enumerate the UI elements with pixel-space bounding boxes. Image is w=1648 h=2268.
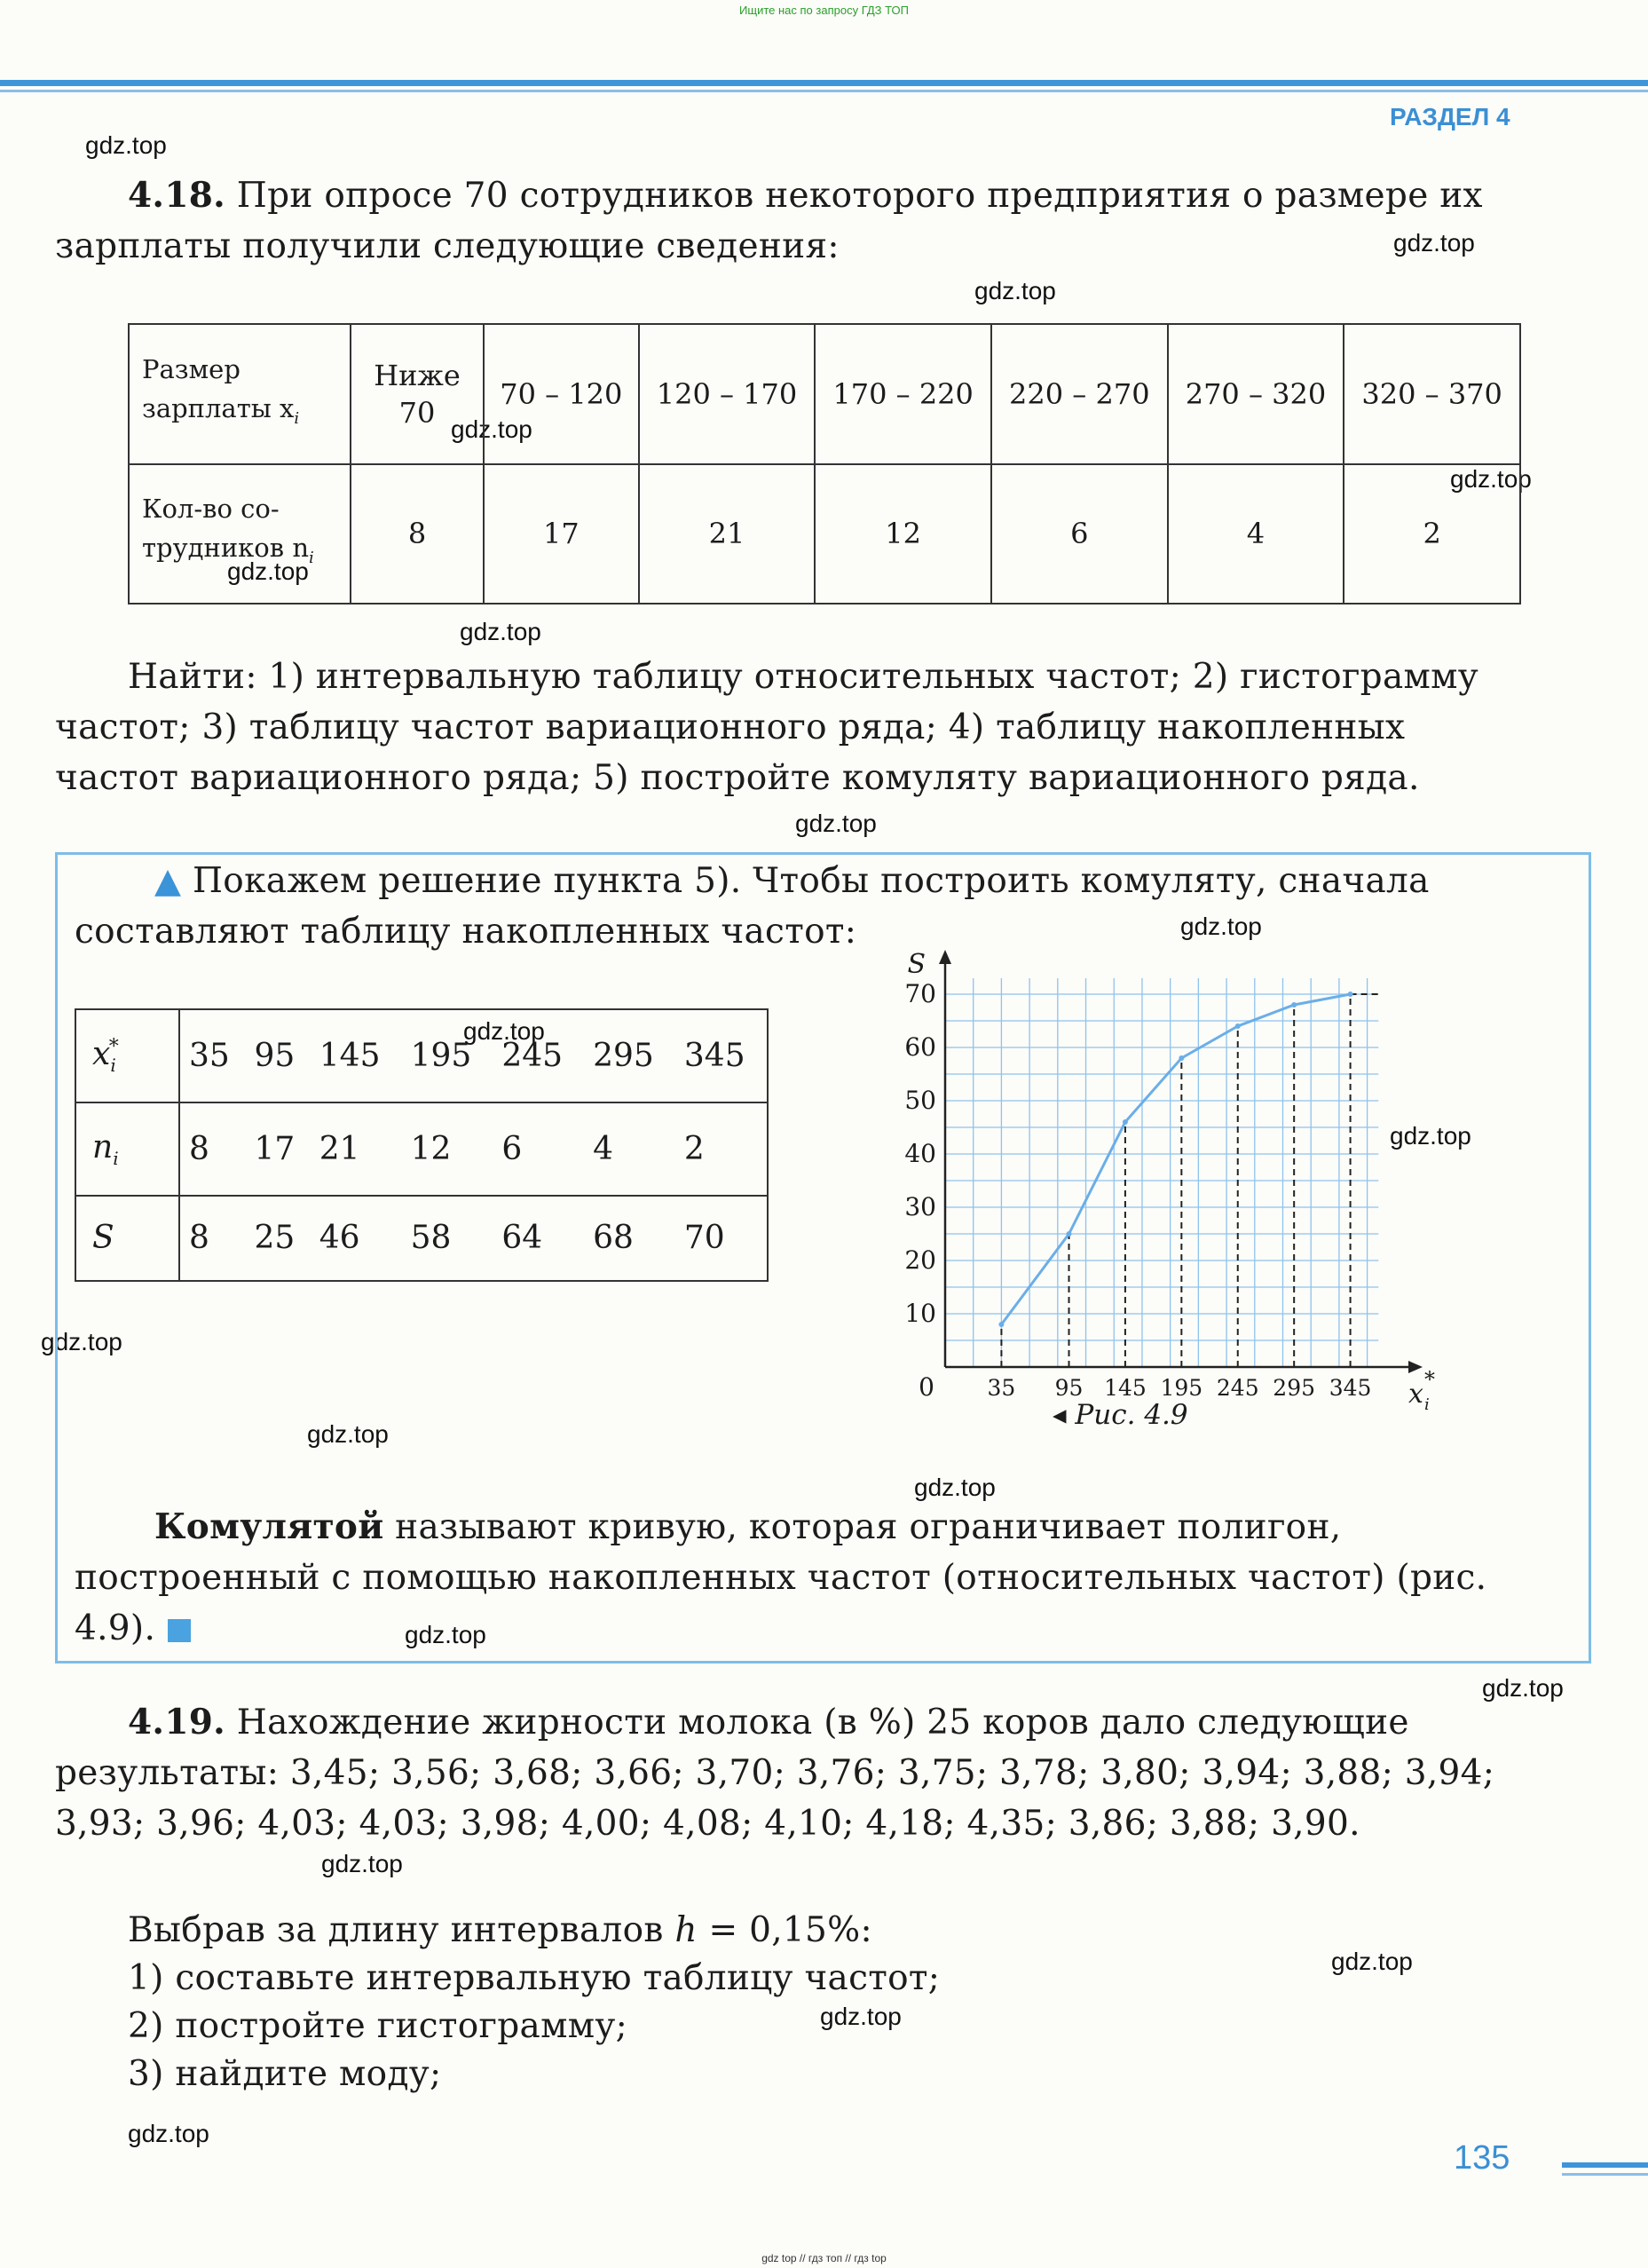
- table-cell: 145: [311, 1009, 402, 1102]
- problem-number: 4.18.: [128, 175, 226, 216]
- table-cell: 2: [1344, 464, 1520, 605]
- salary-table: [128, 323, 1521, 605]
- table-cell: 320 – 370: [1344, 324, 1520, 464]
- table-row: [75, 1009, 768, 1102]
- problem-number: 4.19.: [128, 1702, 226, 1742]
- table-cell: Ниже 70: [351, 324, 484, 464]
- watermark: gdz.top: [1180, 913, 1262, 940]
- problem-418-text: [55, 170, 1519, 272]
- watermark: gdz.top: [128, 2120, 209, 2147]
- table-cell: 70 – 120: [484, 324, 639, 464]
- table-cell: 270 – 320: [1168, 324, 1344, 464]
- table-row-label: Кол-во со- трудников $n_i$: [129, 464, 351, 605]
- x-axis-label-sub: i: [1424, 1395, 1430, 1414]
- table-cell: 220 – 270: [991, 324, 1168, 464]
- definition-text: Комулятой называют кривую, которая ограничивает полигон, построенный с помощью накопленных частот (относительных частот) (рис. 4.9).: [75, 1506, 1487, 1648]
- table-row-label: Размер зарплаты $x_i$: [129, 324, 351, 464]
- table-cell: 21: [311, 1102, 402, 1196]
- y-tick-label: 70: [904, 979, 936, 1008]
- table-cell: 25: [246, 1196, 311, 1281]
- table-row: [75, 1102, 768, 1196]
- data-point: [1123, 1119, 1128, 1125]
- table-cell: 95: [246, 1009, 311, 1102]
- header-stripe: [0, 80, 1648, 86]
- y-tick-label: 40: [904, 1139, 936, 1168]
- table-cell: 6: [493, 1102, 584, 1196]
- table-cell: 17: [246, 1102, 311, 1196]
- table-cell: 195: [402, 1009, 493, 1102]
- interval-line: Выбрав за длину интервалов h = 0,15%:: [128, 1910, 872, 1950]
- y-tick-label: 30: [904, 1192, 936, 1221]
- table-row: [129, 464, 1520, 605]
- watermark: gdz.top: [460, 618, 541, 645]
- footer-stripe-thin: [1562, 2173, 1648, 2176]
- watermark: gdz.top: [1390, 1122, 1471, 1150]
- data-point: [1235, 1023, 1241, 1029]
- data-point: [1179, 1055, 1184, 1061]
- data-point: [998, 1322, 1004, 1327]
- data-point: [1291, 1002, 1297, 1008]
- problem-418-tasks: Найти: 1) интервальную таблицу относительных частот; 2) гистограмму частот; 3) таблицу частот вариационного ряда; 4) таблицу накопленных частот вариационного ряда; 5) постройте комуляту вариационного ряда.: [55, 657, 1479, 798]
- x-tick-label: 345: [1329, 1375, 1372, 1401]
- watermark: gdz.top: [820, 2003, 902, 2030]
- table-cell: 8: [179, 1196, 246, 1281]
- table-cell: 345: [675, 1009, 768, 1102]
- cumulative-line: [1001, 994, 1350, 1324]
- table-cell: 58: [402, 1196, 493, 1281]
- y-tick-label: 20: [904, 1245, 936, 1275]
- table-cell: 295: [584, 1009, 675, 1102]
- caption-marker-icon: ◂: [1053, 1399, 1076, 1431]
- definition-term: Комулятой: [154, 1506, 384, 1547]
- watermark: gdz.top: [85, 131, 167, 159]
- table-cell: 8: [179, 1102, 246, 1196]
- figure-caption: ◂ Рис. 4.9: [1053, 1399, 1188, 1431]
- cumulative-table: [75, 1008, 769, 1282]
- data-point: [1348, 992, 1353, 997]
- table-cell: 12: [402, 1102, 493, 1196]
- watermark: gdz.top: [1393, 229, 1475, 257]
- table-cell: 68: [584, 1196, 675, 1281]
- task-item: 2) постройте гистограмму;: [128, 2006, 628, 2046]
- watermark: gdz.top: [463, 1017, 545, 1045]
- table-row-label: $x_i^*$: [75, 1009, 179, 1102]
- x-tick-label: 95: [1054, 1375, 1084, 1401]
- table-cell: 64: [493, 1196, 584, 1281]
- table-cell: 170 – 220: [815, 324, 991, 464]
- table-row-label: $n_i$: [75, 1102, 179, 1196]
- watermark: gdz.top: [795, 810, 877, 837]
- end-of-solution-icon: [168, 1619, 191, 1642]
- table-cell: 21: [639, 464, 816, 605]
- table-cell: 35: [179, 1009, 246, 1102]
- table-cell: 4: [1168, 464, 1344, 605]
- y-tick-label: 10: [904, 1299, 936, 1328]
- origin-label: 0: [919, 1372, 934, 1402]
- table-cell: 120 – 170: [639, 324, 816, 464]
- page-number: 135: [1454, 2139, 1510, 2177]
- table-cell: 4: [584, 1102, 675, 1196]
- watermark: gdz.top: [1482, 1674, 1564, 1702]
- table-row: [75, 1196, 768, 1281]
- data-point: [1067, 1231, 1072, 1237]
- x-tick-label: 195: [1160, 1375, 1203, 1401]
- x-tick-label: 145: [1104, 1375, 1147, 1401]
- y-tick-label: 50: [904, 1086, 936, 1115]
- watermark: gdz.top: [974, 277, 1056, 304]
- table-row-label: S: [75, 1196, 179, 1281]
- watermark: gdz.top: [1331, 1948, 1413, 1975]
- table-cell: 12: [815, 464, 991, 605]
- table-cell: 70: [675, 1196, 768, 1281]
- watermark: gdz.top: [451, 415, 532, 443]
- table-cell: 8: [351, 464, 484, 605]
- y-axis-label: S: [907, 949, 926, 980]
- footer-stripe: [1562, 2162, 1648, 2168]
- task-item: 1) составьте интервальную таблицу частот;: [128, 1958, 941, 1998]
- watermark: gdz.top: [914, 1474, 996, 1501]
- x-tick-label: 245: [1216, 1375, 1259, 1401]
- x-tick-label: 295: [1273, 1375, 1316, 1401]
- bottom-note: gdz top // гдз топ // гдз top: [761, 2252, 887, 2264]
- top-note: Ищите нас по запросу ГДЗ ТОП: [739, 4, 909, 17]
- table-row: [129, 324, 1520, 464]
- table-cell: 245: [493, 1009, 584, 1102]
- watermark: gdz.top: [321, 1850, 403, 1877]
- table-cell: 6: [991, 464, 1168, 605]
- watermark: gdz.top: [1450, 465, 1532, 493]
- problem-419-text: [55, 1697, 1519, 1849]
- problem-intro: Нахождение жирности молока (в %) 25 коров дало следующие результаты: 3,45; 3,56; 3,68; 3,66; 3,70; 3,76; 3,75; 3,78; 3,80; 3,94; 3,88; 3,94; 3,93; 3,96; 4,03; 4,03; 3,98; 4,00; 4,08; 4,10; 4,18; 4,35; 3,86; 3,88; 3,90.: [55, 1703, 1495, 1844]
- y-axis-arrow: [939, 950, 951, 964]
- table-cell: 46: [311, 1196, 402, 1281]
- y-tick-label: 60: [904, 1032, 936, 1062]
- x-axis-label-sup: *: [1424, 1367, 1435, 1392]
- header-stripe-thin: [0, 90, 1648, 92]
- watermark: gdz.top: [227, 557, 309, 585]
- x-tick-label: 35: [987, 1375, 1016, 1401]
- section-label: РАЗДЕЛ 4: [1390, 103, 1510, 130]
- watermark: gdz.top: [307, 1420, 389, 1448]
- table-cell: 17: [484, 464, 639, 605]
- problem-intro: При опросе 70 сотрудников некоторого предприятия о размере их зарплаты получили следующие сведения:: [55, 176, 1483, 266]
- x-axis-label: x: [1408, 1379, 1423, 1410]
- task-item: 3) найдите моду;: [128, 2054, 442, 2094]
- triangle-marker-icon: ▲: [154, 861, 182, 901]
- solution-intro: ▲ Покажем решение пункта 5). Чтобы построить комуляту, сначала составляют таблицу накопленных частот:: [75, 861, 1430, 952]
- watermark: gdz.top: [405, 1621, 486, 1648]
- watermark: gdz.top: [41, 1328, 122, 1355]
- table-cell: 2: [675, 1102, 768, 1196]
